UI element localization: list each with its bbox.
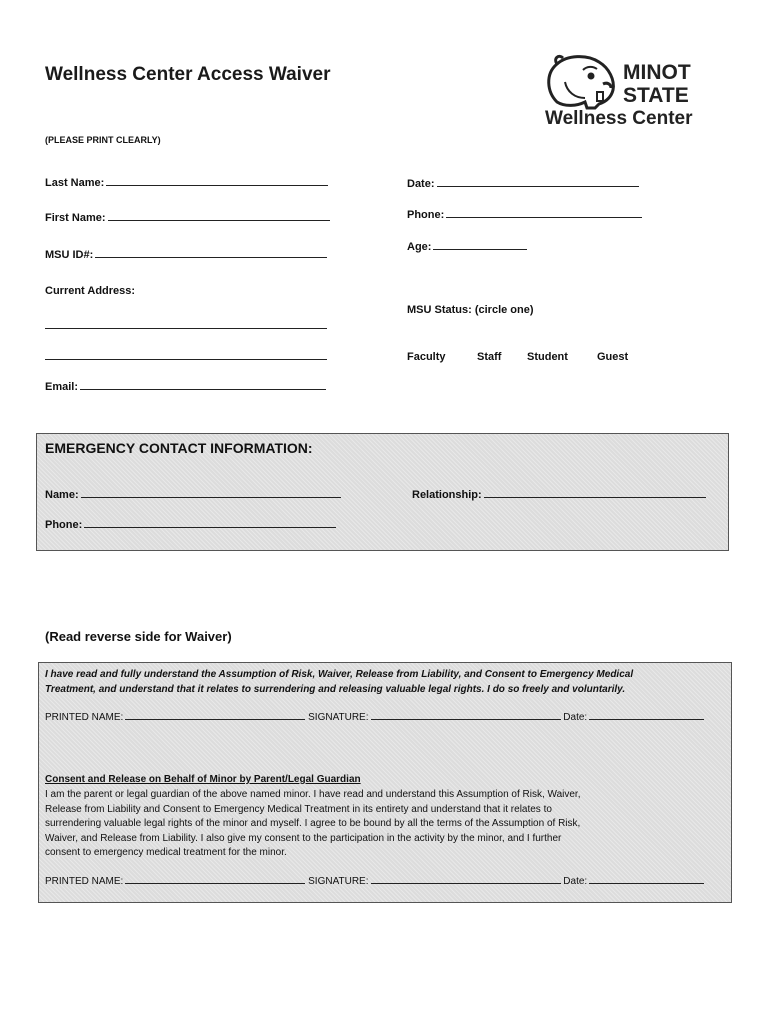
age-line[interactable] xyxy=(433,240,527,250)
phone-line[interactable] xyxy=(446,208,642,218)
read-reverse-note: (Read reverse side for Waiver) xyxy=(45,629,232,644)
printed-name-label: PRINTED NAME: xyxy=(45,712,124,723)
guardian-date-line[interactable] xyxy=(589,874,704,884)
first-name-field[interactable] xyxy=(45,211,330,224)
emergency-contact-box xyxy=(36,433,729,551)
last-name-label: Last Name: xyxy=(45,177,105,189)
waiver-box xyxy=(38,662,732,903)
msu-id-line[interactable] xyxy=(95,248,327,258)
sig-date-label: Date: xyxy=(563,712,588,723)
guardian-printed-name-label: PRINTED NAME: xyxy=(45,876,124,887)
age-label: Age: xyxy=(407,241,432,253)
emergency-name-label: Name: xyxy=(45,489,79,501)
minor-consent-heading: Consent and Release on Behalf of Minor by Parent/Legal Guardian xyxy=(45,774,361,785)
msu-logo xyxy=(543,52,718,130)
emergency-relationship-line[interactable] xyxy=(484,488,706,498)
emergency-relationship-field[interactable] xyxy=(412,488,706,501)
emergency-phone-line[interactable] xyxy=(84,518,336,528)
email-line[interactable] xyxy=(80,380,326,390)
emergency-phone-label: Phone: xyxy=(45,519,83,531)
current-address-label: Current Address: xyxy=(45,285,136,297)
print-instruction: (PLEASE PRINT CLEARLY) xyxy=(45,135,161,145)
email-field[interactable] xyxy=(45,380,326,393)
address-line-1[interactable] xyxy=(45,327,327,329)
status-option-staff[interactable]: Staff xyxy=(477,351,502,363)
last-name-field[interactable] xyxy=(45,176,328,189)
printed-name-line[interactable] xyxy=(125,710,305,720)
first-name-line[interactable] xyxy=(108,211,330,221)
minor-consent-line: Waiver, and Release from Liability. I also give my consent to the participation in the activity by the minor, and I further xyxy=(45,832,562,844)
minor-consent-line: I am the parent or legal guardian of the above named minor. I have read and understand this Assumption of Risk, Waiver, xyxy=(45,789,581,800)
email-label: Email: xyxy=(45,381,79,393)
emergency-name-line[interactable] xyxy=(81,488,341,498)
guardian-signature-row xyxy=(45,874,704,887)
address-line-2[interactable] xyxy=(45,358,327,360)
signature-line[interactable] xyxy=(371,710,561,720)
status-option-guest[interactable]: Guest xyxy=(597,351,629,363)
minor-consent-line: Release from Liability and Consent to Emergency Medical Treatment in its entirety and understand that it relates to xyxy=(45,803,552,815)
minor-consent-line: consent to emergency medical treatment for the minor. xyxy=(45,847,287,858)
msu-id-label: MSU ID#: xyxy=(45,249,94,261)
emergency-contact-title: EMERGENCY CONTACT INFORMATION: xyxy=(45,440,313,456)
phone-label: Phone: xyxy=(407,209,445,221)
sig-date-line[interactable] xyxy=(589,710,704,720)
status-option-faculty[interactable]: Faculty xyxy=(407,351,446,363)
logo-text-wellness: Wellness Center xyxy=(545,108,693,129)
page-title: Wellness Center Access Waiver xyxy=(45,64,331,85)
logo-text-state: STATE xyxy=(623,84,689,107)
msu-status-label: MSU Status: (circle one) xyxy=(407,304,534,316)
emergency-name-field[interactable] xyxy=(45,488,341,501)
guardian-signature-label: SIGNATURE: xyxy=(308,876,369,887)
minor-consent-line: surrendering valuable legal rights of the minor and myself. I agree to be bound by all the terms of the Assumption of Risk, xyxy=(45,818,581,829)
emergency-phone-field[interactable] xyxy=(45,518,336,531)
waiver-statement-line-1: I have read and fully understand the Assumption of Risk, Waiver, Release from Liability, and Consent to Emergency Medical xyxy=(45,669,634,680)
first-name-label: First Name: xyxy=(45,212,106,224)
date-field[interactable] xyxy=(407,177,639,190)
logo-text-minot: MINOT xyxy=(623,61,691,84)
age-field[interactable] xyxy=(407,240,527,253)
emergency-relationship-label: Relationship: xyxy=(412,489,482,501)
guardian-printed-name-line[interactable] xyxy=(125,874,305,884)
guardian-signature-line[interactable] xyxy=(371,874,561,884)
date-line[interactable] xyxy=(437,177,639,187)
beaver-icon xyxy=(543,52,617,110)
signature-label: SIGNATURE: xyxy=(308,712,369,723)
waiver-statement-line-2: Treatment, and understand that it relates to surrendering and releasing valuable legal rights. I do so freely and voluntarily. xyxy=(45,684,626,695)
adult-signature-row xyxy=(45,710,704,723)
last-name-line[interactable] xyxy=(106,176,328,186)
date-label: Date: xyxy=(407,178,435,190)
msu-id-field[interactable] xyxy=(45,248,327,261)
status-option-student[interactable]: Student xyxy=(527,351,568,363)
guardian-date-label: Date: xyxy=(563,876,588,887)
phone-field[interactable] xyxy=(407,208,642,221)
